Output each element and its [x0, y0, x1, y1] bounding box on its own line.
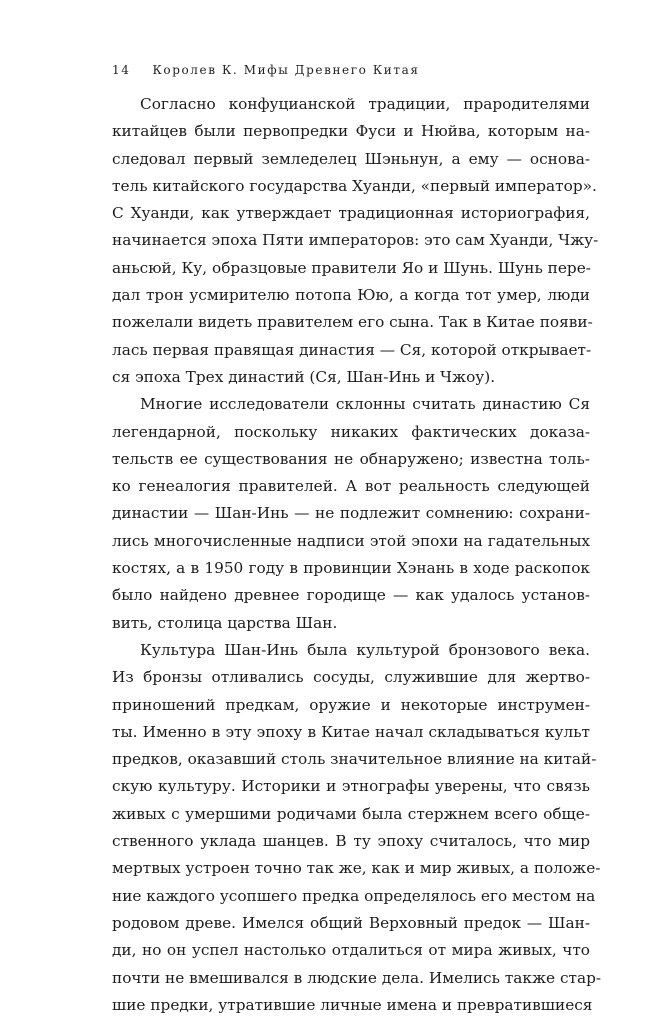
text-line: вить, столица царства Шан. — [112, 613, 338, 632]
text-line: Культура Шан-Инь была культурой бронзового века. — [140, 640, 590, 659]
text-line: легендарной, поскольку никаких фактических доказа- — [112, 422, 590, 441]
running-header — [112, 63, 420, 77]
text-line: ся эпоха Трех династий (Ся, Шан-Инь и Чжоу). — [112, 367, 496, 386]
text-line: Многие исследователи склонны считать династию Ся — [140, 395, 590, 414]
text-line: китайцев были первопредки Фуси и Нюйва, которым на- — [112, 122, 590, 141]
text-line: тельств ее существования не обнаружено; известна толь- — [112, 449, 590, 468]
text-line: начинается эпоха Пяти императоров: это сам Хуанди, Чжу- — [112, 231, 599, 250]
text-line: следовал первый земледелец Шэньнун, а ему — основа- — [112, 149, 590, 168]
text-line: Согласно конфуцианской традиции, прародителями — [140, 95, 590, 113]
text-line: было найдено древнее городище — как удалось установ- — [112, 586, 590, 605]
text-line: шие предки, утратившие личные имена и превратившиеся — [112, 995, 593, 1014]
text-line: предков, оказавший столь значительное влияние на китай- — [112, 750, 597, 769]
text-line: живых с умершими родичами была стержнем всего обще- — [112, 804, 590, 823]
text-line: династии — Шан-Инь — не подлежит сомнению: сохрани- — [112, 504, 590, 523]
text-line: приношений предкам, оружие и некоторые инструмен- — [112, 695, 590, 714]
paragraph — [112, 637, 602, 1019]
running-title: Королев К. Мифы Древнего Китая — [152, 63, 420, 77]
text-line: Из бронзы отливались сосуды, служившие для жертво- — [112, 668, 590, 687]
text-line: ние каждого усопшего предка определялось его местом на — [112, 886, 596, 905]
text-line: аньсюй, Ку, образцовые правители Яо и Шунь. Шунь пере- — [112, 258, 591, 277]
text-line: костях, а в 1950 году в провинции Хэнань в ходе раскопок — [112, 559, 590, 578]
page-number: 14 — [112, 63, 131, 77]
text-line: пожелали видеть правителем его сына. Так в Китае появи- — [112, 313, 593, 332]
text-line: дал трон усмирителю потопа Юю, а когда тот умер, люди — [112, 286, 590, 305]
paragraph — [112, 391, 590, 637]
text-line: лась первая правящая династия — Ся, которой открывает- — [112, 340, 592, 359]
text-line: ственного уклада шанцев. В ту эпоху считалось, что мир — [112, 832, 590, 851]
text-line: ко генеалогия правителей. А вот реальность следующей — [112, 477, 590, 496]
text-line: ты. Именно в эту эпоху в Китае начал складываться культ — [112, 722, 590, 741]
text-line: лись многочисленные надписи этой эпохи на гадательных — [112, 531, 590, 550]
text-line: скую культуру. Историки и этнографы уверены, что связь — [112, 777, 590, 796]
text-line: родовом древе. Имелся общий Верховный предок — Шан- — [112, 913, 590, 932]
body-text — [112, 91, 602, 1019]
text-line: ди, но он успел настолько отдалиться от мира живых, что — [112, 941, 590, 960]
text-line: тель китайского государства Хуанди, «первый император». — [112, 176, 597, 195]
paragraph — [112, 91, 599, 391]
text-line: мертвых устроен точно так же, как и мир живых, а положе- — [112, 859, 601, 878]
text-line: С Хуанди, как утверждает традиционная историография, — [112, 204, 590, 223]
text-line: почти не вмешивался в людские дела. Имелись также стар- — [112, 968, 602, 987]
